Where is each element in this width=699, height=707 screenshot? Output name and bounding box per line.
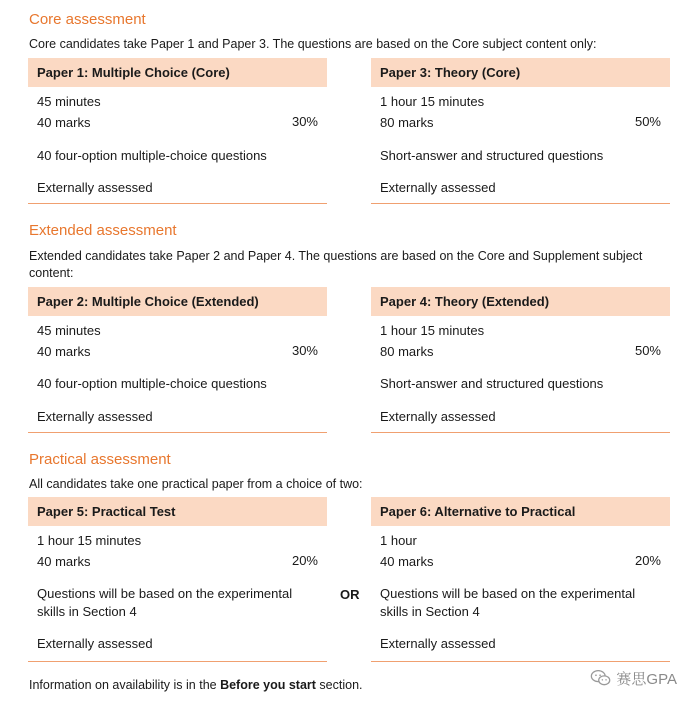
extended-heading: Extended assessment (29, 222, 177, 239)
duration: 45 minutes (37, 323, 101, 338)
description: 40 four-option multiple-choice questions (37, 376, 267, 391)
description: 40 four-option multiple-choice questions (37, 148, 267, 163)
paper-4-card (371, 287, 670, 433)
paper-2-card (28, 287, 327, 433)
marks: 80 marks (380, 115, 434, 130)
practical-heading: Practical assessment (29, 451, 171, 468)
paper-3-card (371, 58, 670, 204)
description: Short-answer and structured questions (380, 148, 604, 163)
weighting: 20% (634, 553, 661, 568)
assessed-note: Externally assessed (380, 409, 496, 424)
marks: 40 marks (37, 554, 91, 569)
card-title: Paper 3: Theory (Core) (371, 58, 670, 87)
assessed-note: Externally assessed (37, 636, 153, 651)
weighting: 20% (291, 553, 318, 568)
watermark-text: 赛思GPA (616, 670, 677, 688)
core-heading: Core assessment (29, 11, 146, 28)
practical-intro: All candidates take one practical paper from a choice of two: (29, 477, 363, 491)
duration: 1 hour 15 minutes (37, 533, 142, 548)
assessed-note: Externally assessed (380, 180, 496, 195)
card-title: Paper 4: Theory (Extended) (371, 287, 670, 316)
card-title: Paper 6: Alternative to Practical (371, 497, 670, 526)
card-title: Paper 5: Practical Test (28, 497, 327, 526)
marks: 40 marks (37, 344, 91, 359)
duration: 1 hour 15 minutes (380, 94, 485, 109)
extended-intro: Extended candidates take Paper 2 and Paper 4. The questions are based on the Core and Supplement subject content: (29, 249, 643, 280)
marks: 80 marks (380, 344, 434, 359)
card-title: Paper 1: Multiple Choice (Core) (28, 58, 327, 87)
or-label: OR (340, 587, 360, 602)
weighting: 50% (634, 343, 661, 358)
marks: 40 marks (37, 115, 91, 130)
watermark (590, 667, 677, 689)
paper-1-card (28, 58, 327, 204)
weighting: 30% (291, 343, 318, 358)
description: Short-answer and structured questions (380, 376, 604, 391)
core-intro: Core candidates take Paper 1 and Paper 3. The questions are based on the Core subject content only: (29, 37, 597, 51)
duration: 1 hour 15 minutes (380, 323, 485, 338)
description: Questions will be based on the experimental skills in Section 4 (380, 586, 636, 619)
footer-text-after: section. (315, 678, 363, 692)
duration: 45 minutes (37, 94, 101, 109)
footer-text-before: Information on availability is in the (29, 678, 221, 692)
card-title: Paper 2: Multiple Choice (Extended) (28, 287, 327, 316)
duration: 1 hour (380, 533, 417, 548)
paper-5-card (28, 497, 327, 662)
assessed-note: Externally assessed (37, 409, 153, 424)
paper-6-card (371, 497, 670, 662)
weighting: 50% (634, 114, 661, 129)
wechat-icon (590, 667, 612, 689)
assessed-note: Externally assessed (37, 180, 153, 195)
description: Questions will be based on the experimental skills in Section 4 (37, 586, 293, 619)
weighting: 30% (291, 114, 318, 129)
marks: 40 marks (380, 554, 434, 569)
before-you-start-link: Before you start (220, 678, 316, 692)
availability-note (29, 678, 363, 692)
assessed-note: Externally assessed (380, 636, 496, 651)
